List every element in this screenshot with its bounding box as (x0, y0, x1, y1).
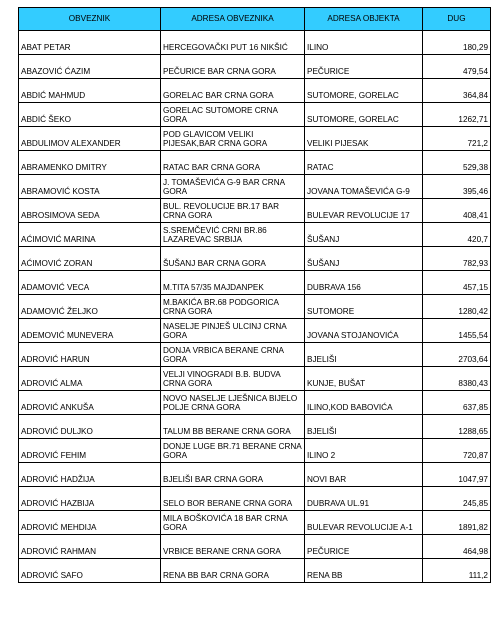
cell-adresa-objekta: BJELIŠI (305, 343, 423, 367)
cell-dug: 1288,65 (423, 415, 491, 439)
cell-adresa-obveznika: M.BAKIĆA BR.68 PODGORICA CRNA GORA (161, 295, 305, 319)
cell-obveznik: ADROVIĆ HAZBIJA (19, 487, 161, 511)
cell-adresa-objekta: BJELIŠI (305, 415, 423, 439)
cell-obveznik: ADROVIĆ RAHMAN (19, 535, 161, 559)
cell-adresa-objekta: NOVI BAR (305, 463, 423, 487)
cell-adresa-obveznika: BJELIŠI BAR CRNA GORA (161, 463, 305, 487)
cell-dug: 457,15 (423, 271, 491, 295)
table-row (19, 391, 491, 415)
cell-obveznik: ADROVIĆ FEHIM (19, 439, 161, 463)
cell-adresa-obveznika: GORELAC BAR CRNA GORA (161, 79, 305, 103)
table-row (19, 223, 491, 247)
cell-dug: 1891,82 (423, 511, 491, 535)
cell-obveznik: ADROVIĆ DULJKO (19, 415, 161, 439)
cell-adresa-obveznika: VELJI VINOGRADI B.B. BUDVA CRNA GORA (161, 367, 305, 391)
cell-dug: 1262,71 (423, 103, 491, 127)
cell-adresa-objekta: PEČURICE (305, 55, 423, 79)
cell-obveznik: ABDIĆ ŠEKO (19, 103, 161, 127)
cell-adresa-objekta: KUNJE, BUŠAT (305, 367, 423, 391)
cell-obveznik: ABRAMENKO DMITRY (19, 151, 161, 175)
cell-adresa-obveznika: DONJE LUGE BR.71 BERANE CRNA GORA (161, 439, 305, 463)
cell-dug: 721,2 (423, 127, 491, 151)
header-obveznik: OBVEZNIK (19, 8, 161, 31)
cell-adresa-obveznika: BUL. REVOLUCIJE BR.17 BAR CRNA GORA (161, 199, 305, 223)
cell-adresa-objekta: DUBRAVA 156 (305, 271, 423, 295)
cell-obveznik: ADEMOVIĆ MUNEVERA (19, 319, 161, 343)
cell-dug: 2703,64 (423, 343, 491, 367)
cell-dug: 720,87 (423, 439, 491, 463)
table-row (19, 511, 491, 535)
table-row (19, 55, 491, 79)
cell-obveznik: ABRAMOVIĆ KOSTA (19, 175, 161, 199)
cell-obveznik: ABROSIMOVA SEDA (19, 199, 161, 223)
cell-adresa-obveznika: HERCEGOVAČKI PUT 16 NIKŠIĆ (161, 31, 305, 55)
cell-adresa-objekta: ILINO 2 (305, 439, 423, 463)
cell-dug: 1455,54 (423, 319, 491, 343)
cell-dug: 420,7 (423, 223, 491, 247)
cell-adresa-objekta: SUTOMORE (305, 295, 423, 319)
cell-obveznik: ADAMOVIĆ VECA (19, 271, 161, 295)
cell-obveznik: ABAZOVIĆ ĆAZIM (19, 55, 161, 79)
cell-adresa-objekta: VELIKI PIJESAK (305, 127, 423, 151)
cell-adresa-objekta: BULEVAR REVOLUCIJE 17 (305, 199, 423, 223)
cell-obveznik: AĆIMOVIĆ ZORAN (19, 247, 161, 271)
cell-adresa-obveznika: PEČURICE BAR CRNA GORA (161, 55, 305, 79)
table-row (19, 175, 491, 199)
table-row (19, 319, 491, 343)
cell-adresa-objekta: ŠUŠANJ (305, 223, 423, 247)
table-row (19, 103, 491, 127)
cell-dug: 364,84 (423, 79, 491, 103)
cell-adresa-obveznika: M.TITA 57/35 MAJDANPEK (161, 271, 305, 295)
table-row (19, 487, 491, 511)
cell-obveznik: ADAMOVIĆ ŽELJKO (19, 295, 161, 319)
table-row (19, 295, 491, 319)
table-row (19, 463, 491, 487)
table-row (19, 127, 491, 151)
header-row (19, 8, 491, 31)
cell-dug: 479,54 (423, 55, 491, 79)
cell-adresa-obveznika: RATAC BAR CRNA GORA (161, 151, 305, 175)
cell-obveznik: ADROVIĆ SAFO (19, 559, 161, 583)
cell-obveznik: ADROVIĆ ANKUŠA (19, 391, 161, 415)
cell-adresa-objekta: RATAC (305, 151, 423, 175)
cell-adresa-objekta: JOVANA STOJANOVIĆA (305, 319, 423, 343)
cell-adresa-objekta: SUTOMORE, GORELAC (305, 103, 423, 127)
table-row (19, 199, 491, 223)
cell-adresa-obveznika: NASELJE PINJEŠ ULCINJ CRNA GORA (161, 319, 305, 343)
cell-adresa-objekta: ILINO (305, 31, 423, 55)
cell-dug: 245,85 (423, 487, 491, 511)
cell-adresa-obveznika: VRBICE BERANE CRNA GORA (161, 535, 305, 559)
header-adresa-obveznika: ADRESA OBVEZNIKA (161, 8, 305, 31)
table-row (19, 439, 491, 463)
cell-obveznik: ADROVIĆ MEHDIJA (19, 511, 161, 535)
cell-dug: 395,46 (423, 175, 491, 199)
cell-dug: 180,29 (423, 31, 491, 55)
table-row (19, 343, 491, 367)
cell-obveznik: ABDULIMOV ALEXANDER (19, 127, 161, 151)
cell-obveznik: ABAT PETAR (19, 31, 161, 55)
cell-obveznik: ABDIĆ MAHMUD (19, 79, 161, 103)
table-row (19, 79, 491, 103)
cell-adresa-objekta: PEČURICE (305, 535, 423, 559)
cell-dug: 529,38 (423, 151, 491, 175)
cell-obveznik: ADROVIĆ HADŽIJA (19, 463, 161, 487)
debtor-table (18, 7, 491, 583)
cell-dug: 408,41 (423, 199, 491, 223)
cell-adresa-objekta: DUBRAVA UL.91 (305, 487, 423, 511)
cell-dug: 637,85 (423, 391, 491, 415)
table-row (19, 367, 491, 391)
cell-adresa-obveznika: GORELAC SUTOMORE CRNA GORA (161, 103, 305, 127)
cell-adresa-obveznika: POD GLAVICOM VELIKI PIJESAK,BAR CRNA GORA (161, 127, 305, 151)
cell-adresa-objekta: ŠUŠANJ (305, 247, 423, 271)
cell-dug: 464,98 (423, 535, 491, 559)
cell-adresa-obveznika: MILA BOŠKOVIĆA 18 BAR CRNA GORA (161, 511, 305, 535)
cell-dug: 782,93 (423, 247, 491, 271)
cell-adresa-objekta: JOVANA TOMAŠEVIĆA G-9 (305, 175, 423, 199)
cell-adresa-objekta: RENA BB (305, 559, 423, 583)
cell-adresa-objekta: SUTOMORE, GORELAC (305, 79, 423, 103)
debtor-sheet (18, 7, 490, 583)
table-row (19, 559, 491, 583)
cell-adresa-obveznika: NOVO NASELJE LJEŠNICA BIJELO POLJE CRNA GORA (161, 391, 305, 415)
table-row (19, 535, 491, 559)
table-row (19, 31, 491, 55)
cell-adresa-obveznika: RENA BB BAR CRNA GORA (161, 559, 305, 583)
cell-adresa-obveznika: S.SREMČEVIĆ CRNI BR.86 LAZAREVAC SRBIJA (161, 223, 305, 247)
table-row (19, 151, 491, 175)
table-row (19, 247, 491, 271)
cell-dug: 111,2 (423, 559, 491, 583)
header-adresa-objekta: ADRESA OBJEKTA (305, 8, 423, 31)
cell-adresa-obveznika: DONJA VRBICA BERANE CRNA GORA (161, 343, 305, 367)
table-row (19, 271, 491, 295)
table-body (19, 31, 491, 583)
cell-adresa-obveznika: J. TOMAŠEVIĆA G-9 BAR CRNA GORA (161, 175, 305, 199)
cell-dug: 1280,42 (423, 295, 491, 319)
cell-adresa-obveznika: TALUM BB BERANE CRNA GORA (161, 415, 305, 439)
cell-obveznik: ADROVIĆ ALMA (19, 367, 161, 391)
table-row (19, 415, 491, 439)
cell-adresa-objekta: BULEVAR REVOLUCIJE A-1 (305, 511, 423, 535)
cell-dug: 8380,43 (423, 367, 491, 391)
cell-adresa-objekta: ILINO,KOD BABOVIĆA (305, 391, 423, 415)
cell-adresa-obveznika: ŠUŠANJ BAR CRNA GORA (161, 247, 305, 271)
cell-obveznik: ADROVIĆ HARUN (19, 343, 161, 367)
cell-obveznik: AĆIMOVIĆ MARINA (19, 223, 161, 247)
cell-dug: 1047,97 (423, 463, 491, 487)
cell-adresa-obveznika: SELO BOR BERANE CRNA GORA (161, 487, 305, 511)
table-header (19, 8, 491, 31)
header-dug: DUG (423, 8, 491, 31)
